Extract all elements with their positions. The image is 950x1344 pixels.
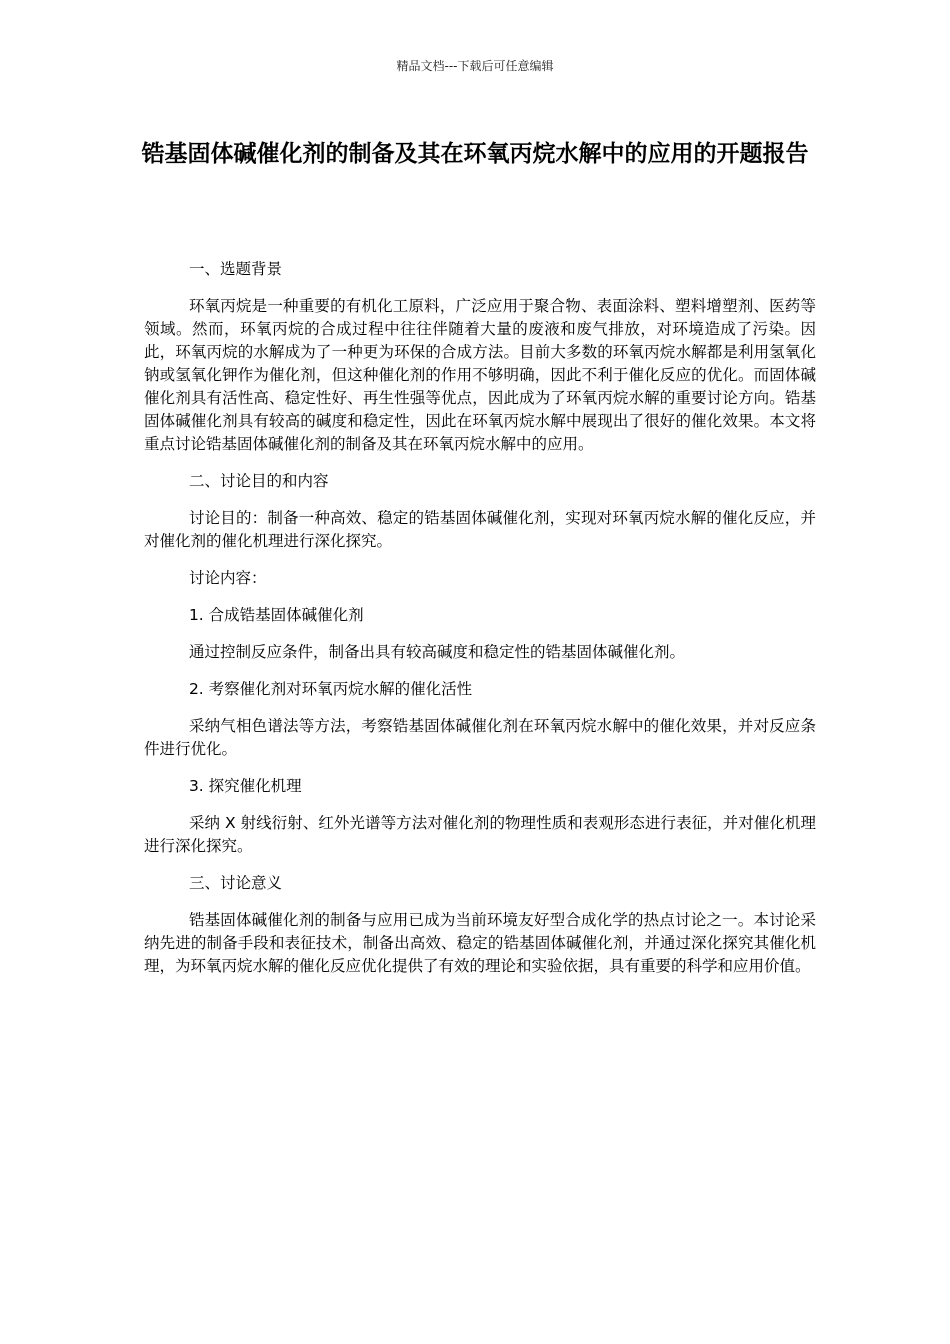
document-body: [144, 258, 816, 992]
content-item-title: 1. 合成锆基固体碱催化剂: [188, 606, 364, 624]
content-item-title: 2. 考察催化剂对环氧丙烷水解的催化活性: [188, 680, 473, 698]
content-label: 讨论内容：: [188, 569, 267, 587]
content-item-text: 采纳气相色谱法等方法，考察锆基固体碱催化剂在环氧丙烷水解中的催化效果，并对反应条件进行优化。: [144, 717, 816, 758]
background-paragraph: 环氧丙烷是一种重要的有机化工原料，广泛应用于聚合物、表面涂料、塑料增塑剂、医药等领域。然而，环氧丙烷的合成过程中往往伴随着大量的废液和废气排放，对环境造成了污染。因此，环氧丙烷的水解成为了一种更为环保的合成方法。目前大多数的环氧丙烷水解都是利用氢氧化钠或氢氧化钾作为催化剂，但这种催化剂的作用不够明确，因此不利于催化反应的优化。而固体碱催化剂具有活性高、稳定性好、再生性强等优点，因此成为了环氧丙烷水解的重要讨论方向。锆基固体碱催化剂具有较高的碱度和稳定性，因此在环氧丙烷水解中展现出了很好的催化效果。本文将重点讨论锆基固体碱催化剂的制备及其在环氧丙烷水解中的应用。: [144, 297, 816, 453]
content-item-text: 采纳 X 射线衍射、红外光谱等方法对催化剂的物理性质和表观形态进行表征，并对催化机理进行深化探究。: [144, 814, 816, 855]
significance-paragraph: 锆基固体碱催化剂的制备与应用已成为当前环境友好型合成化学的热点讨论之一。本讨论采纳先进的制备手段和表征技术，制备出高效、稳定的锆基固体碱催化剂，并通过深化探究其催化机理，为环氧丙烷水解的催化反应优化提供了有效的理论和实验依据，具有重要的科学和应用价值。: [144, 911, 816, 975]
content-item-text: 通过控制反应条件，制备出具有较高碱度和稳定性的锆基固体碱催化剂。: [188, 643, 685, 661]
header-note: 精品文档---下载后可任意编辑: [396, 59, 554, 73]
content-item-title: 3. 探究催化机理: [188, 777, 302, 795]
document-title: 锆基固体碱催化剂的制备及其在环氧丙烷水解中的应用的开题报告: [141, 141, 809, 167]
purpose-goal-paragraph: 讨论目的：制备一种高效、稳定的锆基固体碱催化剂，实现对环氧丙烷水解的催化反应，并对催化剂的催化机理进行深化探究。: [144, 509, 816, 550]
section-heading-purpose: 二、讨论目的和内容: [188, 472, 329, 490]
section-heading-significance: 三、讨论意义: [188, 874, 282, 892]
section-heading-background: 一、选题背景: [188, 260, 282, 278]
